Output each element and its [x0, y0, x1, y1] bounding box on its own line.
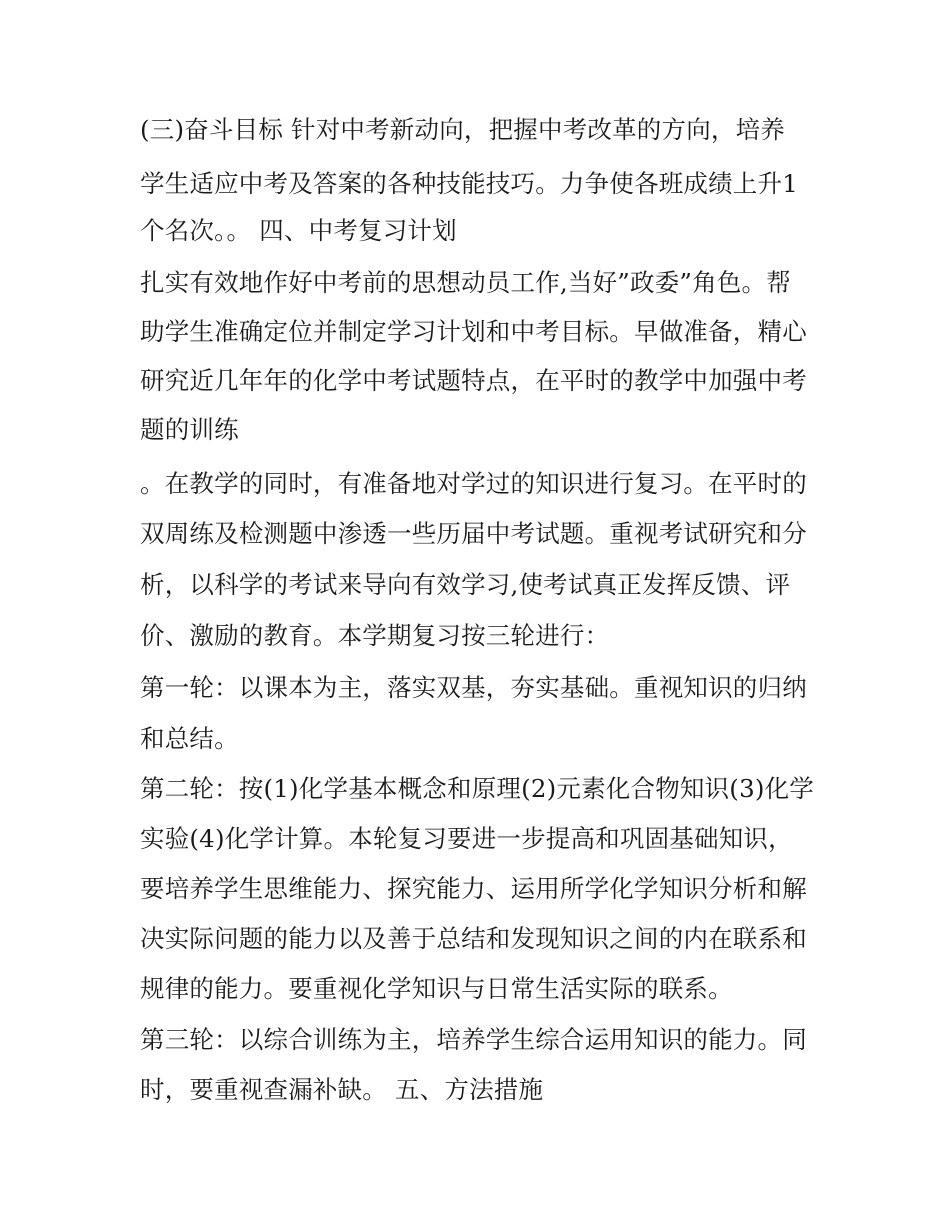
text-line: 第一轮：以课本为主，落实双基，夯实基础。重视知识的归纳	[140, 673, 807, 702]
text-line: 第三轮：以综合训练为主，培养学生综合运用知识的能力。同	[140, 1025, 807, 1054]
text-line: 决实际问题的能力以及善于总结和发现知识之间的内在联系和	[140, 924, 807, 953]
text-line: 个名次。。 四、中考复习计划	[140, 216, 457, 245]
text-line: 和总结。	[140, 724, 239, 753]
text-line: 价、激励的教育。本学期复习按三轮进行：	[140, 621, 610, 650]
text-line: 题的训练	[140, 415, 239, 444]
text-line: 双周练及检测题中渗透一些历届中考试题。重视考试研究和分	[140, 519, 807, 548]
text-line: (三)奋斗目标 针对中考新动向，把握中考改革的方向，培养	[140, 115, 786, 144]
text-line: 实验(4)化学计算。本轮复习要进一步提高和巩固基础知识，	[140, 824, 793, 853]
text-line: 时，要重视查漏补缺。 五、方法措施	[140, 1075, 544, 1104]
text-line: 规律的能力。要重视化学知识与日常生活实际的联系。	[140, 974, 733, 1003]
text-line: 学生适应中考及答案的各种技能技巧。力争使各班成绩上升1	[140, 169, 798, 198]
text-line: 第二轮：按(1)化学基本概念和原理(2)元素化合物知识(3)化学	[140, 774, 815, 803]
text-line: 要培养学生思维能力、探究能力、运用所学化学知识分析和解	[140, 874, 807, 903]
text-line: 扎实有效地作好中考前的思想动员工作,当好”政委”角色。帮	[140, 268, 791, 297]
text-line: 助学生准确定位并制定学习计划和中考目标。早做准备，精心	[140, 317, 807, 346]
text-line: 研究近几年年的化学中考试题特点，在平时的教学中加强中考	[140, 366, 807, 395]
text-line: 。在教学的同时，有准备地对学过的知识进行复习。在平时的	[140, 469, 807, 498]
text-line: 析，以科学的考试来导向有效学习,使考试真正发挥反馈、评	[140, 570, 791, 599]
